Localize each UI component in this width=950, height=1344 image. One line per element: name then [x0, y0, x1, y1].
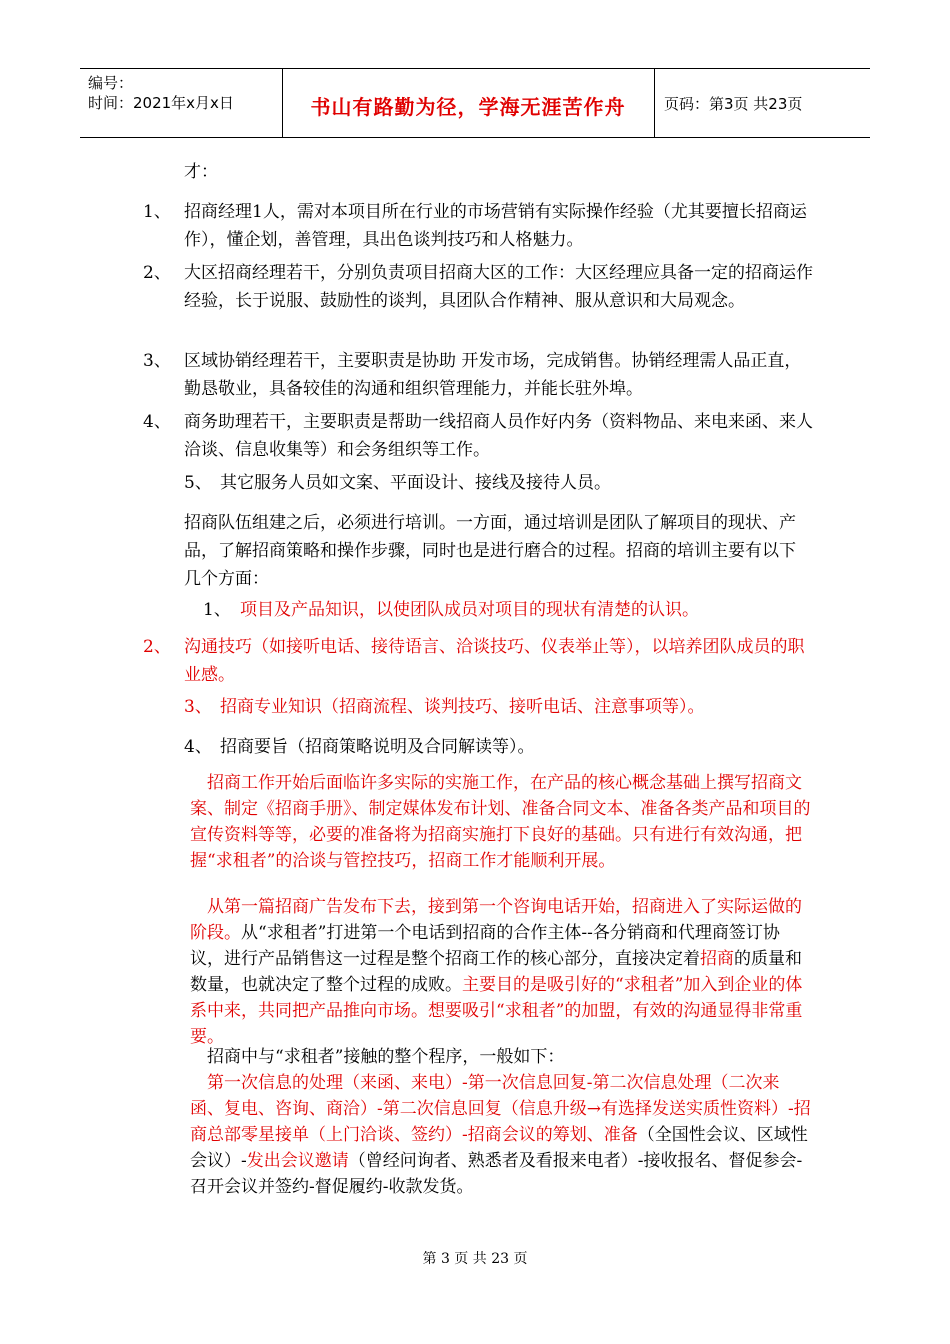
- procedure-highlight: 发出会议邀请: [246, 1151, 349, 1171]
- list-number: 5、: [184, 473, 212, 493]
- time-label: 时间：2021年x月x日: [88, 94, 234, 112]
- list-number: 4、: [184, 737, 212, 757]
- list-number: 3、: [184, 697, 212, 717]
- number-label: 编号：: [88, 74, 134, 92]
- procedure-steps-3: （曾经问询者、熟悉者及看报来电者）-接收报名、督促参会-召开会议并签约-督促履约-收款发货。: [190, 1151, 803, 1197]
- list-number: 1、: [203, 600, 231, 620]
- procedure-paragraph: [190, 1070, 812, 1200]
- training-intro: 招商队伍组建之后，必须进行培训。一方面，通过培训是团队了解项目的现状、产品，了解招商策略和操作步骤，同时也是进行磨合的过程。招商的培训主要有以下几个方面：: [184, 513, 796, 589]
- work-paragraph: 招商工作开始后面临许多实际的实施工作，在产品的核心概念基础上撰写招商文案、制定《招商手册》、制定媒体发布计划、准备合同文本、准备各类产品和项目的宣传资料等等，必要的准备将为招商实施打下良好的基础。只有进行有效沟通，把握“求租者”的洽谈与管控技巧，招商工作才能顺利开展。: [190, 773, 811, 871]
- list-number: 1、: [143, 202, 171, 222]
- list-number: 2、: [143, 263, 171, 283]
- stage-sentence-3: 的质量和数量，也就决定了整个过程的成败。: [190, 949, 802, 995]
- intro-tail: 才：: [184, 162, 218, 182]
- stage-sentence-4: 主要目的是吸引好的“求租者”加入到企业的体系中来，共同把产品推向市场。想要吸引“求租者”的加盟，有效的沟通显得非常重要。: [190, 975, 803, 1047]
- list-number: 4、: [143, 412, 171, 432]
- list-item: 其它服务人员如文案、平面设计、接线及接待人员。: [220, 473, 611, 493]
- list-item: 沟通技巧（如接听电话、接待语言、洽谈技巧、仪表举止等），以培养团队成员的职业感。: [184, 637, 805, 685]
- list-item: 商务助理若干，主要职责是帮助一线招商人员作好内务（资料物品、来电来函、来人洽谈、信息收集等）和会务组织等工作。: [184, 412, 813, 460]
- header-meta: [88, 73, 234, 113]
- stage-sentence-2: 从“求租者”打进第一个电话到招商的合作主体--各分销商和代理商签订协议，进行产品销售这一过程是整个招商工作的核心部分，直接决定着: [190, 923, 780, 969]
- procedure-steps-2: （全国性会议、区域性会议）-: [190, 1125, 808, 1171]
- page-footer: 第 3 页 共 23 页: [422, 1251, 528, 1267]
- page-header: [80, 68, 870, 138]
- list-item: 区域协销经理若干，主要职责是协助 开发市场，完成销售。协销经理需人品正直，勤恳敬业，具备较佳的沟通和组织管理能力，并能长驻外埠。: [184, 351, 802, 399]
- header-page-info: 页码：第3页 共23页: [664, 95, 803, 113]
- list-number: 2、: [143, 637, 171, 657]
- header-divider: [654, 69, 655, 137]
- procedure-intro: 招商中与“求租者”接触的整个程序，一般如下：: [207, 1047, 565, 1067]
- list-item: 项目及产品知识，以使团队成员对项目的现状有清楚的认识。: [240, 600, 699, 620]
- stage-paragraph: [190, 894, 812, 1050]
- list-item: 招商要旨（招商策略说明及合同解读等）。: [220, 737, 535, 757]
- header-motto: 书山有路勤为径，学海无涯苦作舟: [310, 95, 626, 119]
- stage-sentence-1: 从第一篇招商广告发布下去，接到第一个咨询电话开始，招商进入了实际运做的阶段。: [190, 897, 802, 943]
- list-item: 招商专业知识（招商流程、谈判技巧、接听电话、注意事项等）。: [220, 697, 705, 717]
- list-item: 大区招商经理若干，分别负责项目招商大区的工作：大区经理应具备一定的招商运作经验，长于说服、鼓励性的谈判，具团队合作精神、服从意识和大局观念。: [184, 263, 813, 311]
- stage-highlight: 招商: [700, 949, 734, 969]
- list-number: 3、: [143, 351, 171, 371]
- list-item: 招商经理1人，需对本项目所在行业的市场营销有实际操作经验（尤其要擅长招商运作），懂企划，善管理，具出色谈判技巧和人格魅力。: [184, 202, 807, 250]
- procedure-steps-1: 第一次信息的处理（来函、来电）-第一次信息回复-第二次信息处理（二次来函、复电、咨询、商洽）-第二次信息回复（信息升级→有选择发送实质性资料）-招商总部零星接单（上门洽谈、签约）-招商会议的筹划、准备: [190, 1073, 811, 1145]
